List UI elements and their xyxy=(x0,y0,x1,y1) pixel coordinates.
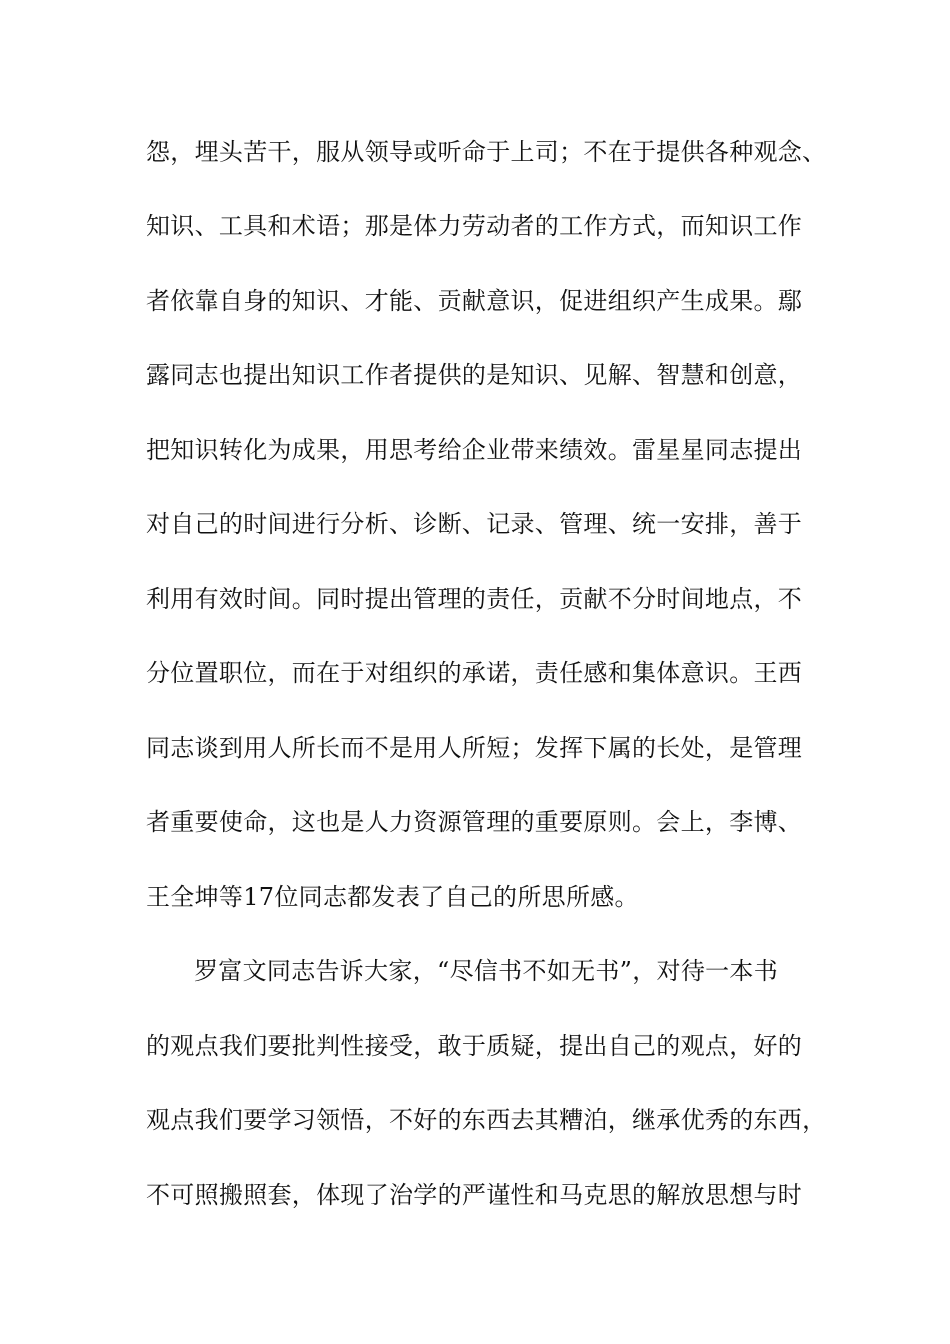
paragraph-line: 分位置职位，而在于对组织的承诺，责任感和集体意识。王西 xyxy=(146,659,803,687)
paragraph-line: 王全坤等17位同志都发表了自己的所思所感。 xyxy=(146,883,639,911)
paragraph-line: 者重要使命，这也是人力资源管理的重要原则。会上，李博、 xyxy=(146,808,803,836)
paragraph-line: 把知识转化为成果，用思考给企业带来绩效。雷星星同志提出 xyxy=(146,436,803,464)
paragraph-line: 的观点我们要批判性接受，敢于质疑，提出自己的观点，好的 xyxy=(146,1032,803,1060)
paragraph-line: 观点我们要学习领悟，不好的东西去其糟泊，继承优秀的东西， xyxy=(146,1106,827,1134)
paragraph-line: 同志谈到用人所长而不是用人所短；发挥下属的长处，是管理 xyxy=(146,734,803,762)
paragraph-line: 对自己的时间进行分析、诊断、记录、管理、统一安排，善于 xyxy=(146,510,803,538)
paragraph-line: 者依靠自身的知识、才能、贡献意识，促进组织产生成果。鄢 xyxy=(146,287,803,315)
paragraph-line: 知识、工具和术语；那是体力劳动者的工作方式，而知识工作 xyxy=(146,212,803,240)
paragraph-line-indented: 罗富文同志告诉大家，“尽信书不如无书”，对待一本书 xyxy=(194,957,779,985)
paragraph-line: 利用有效时间。同时提出管理的责任，贡献不分时间地点，不 xyxy=(146,585,803,613)
paragraph-line: 不可照搬照套，体现了治学的严谨性和马克思的解放思想与时 xyxy=(146,1181,803,1209)
paragraph-line: 露同志也提出知识工作者提供的是知识、见解、智慧和创意， xyxy=(146,361,803,389)
paragraph-line: 怨，埋头苦干，服从领导或听命于上司；不在于提供各种观念、 xyxy=(146,138,827,166)
